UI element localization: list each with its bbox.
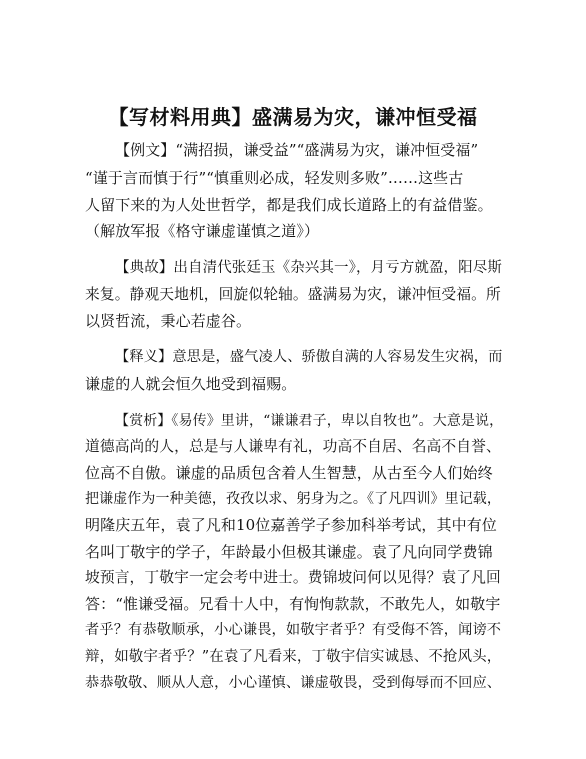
paragraph-line: 恭恭敬敬、顺从人意，小心谨慎、谦虚敬畏，受到侮辱而不回应、 xyxy=(85,675,502,691)
paragraph-line: 者乎？有恭敬顺承，小心谦畏，如敬宇者乎？有受侮不答，闻谤不 xyxy=(85,622,502,638)
paragraph-line: 【例文】“满招损，谦受益”“盛满易为灾，谦冲恒受福” xyxy=(115,141,479,159)
paragraph-line: 把谦虚作为一种美德，孜孜以求、躬身为之。《了凡四训》里记载， xyxy=(85,491,501,507)
paragraph-line: 答：“惟谦受福。兄看十人中，有恂恂款款，不敢先人，如敬宇 xyxy=(85,595,501,613)
document-title: 【写材料用典】盛满易为灾，谦冲恒受福 xyxy=(108,105,478,129)
paragraph-line: 【赏析】《易传》里讲，“谦谦君子，卑以自牧也”。大意是说， xyxy=(115,413,504,429)
paragraph-line: 明隆庆五年，袁了凡和10位嘉善学子参加科举考试，其中有位 xyxy=(85,516,497,534)
paragraph-line: 名叫丁敬宇的学子，年龄最小但极其谦虚。袁了凡向同学费锦 xyxy=(85,543,493,561)
paragraph-line: 来复。静观天地机，回旋似轮轴。盛满易为灾，谦冲恒受福。所 xyxy=(85,286,501,303)
paragraph-line: 谦虚的人就会恒久地受到福赐。 xyxy=(85,375,297,393)
paragraph-line: 坡预言，丁敬宇一定会考中进士。费锦坡问何以见得？袁了凡回 xyxy=(85,569,501,586)
paragraph-line: （解放军报《格守谦虚谨慎之道》） xyxy=(85,222,320,240)
paragraph-line: “谨于言而慎于行”“慎重则必成，轻发则多败”……这些古 xyxy=(85,169,464,187)
paragraph-line: 道德高尚的人，总是与人谦卑有礼，功高不自居、名高不自誉、 xyxy=(85,438,501,455)
paragraph-line: 以贤哲流，秉心若虚谷。 xyxy=(85,312,252,330)
paragraph-line: 人留下来的为人处世哲学，都是我们成长道路上的有益借鉴。 xyxy=(85,196,493,214)
paragraph-line: 位高不自傲。谦虚的品质包含着人生智慧，从古至今人们始终 xyxy=(85,464,493,482)
paragraph-line: 【释义】意思是，盛气凌人、骄傲自满的人容易发生灾祸，而 xyxy=(115,349,503,365)
paragraph-line: 辩，如敬宇者乎？”在袁了凡看来，丁敬宇信实诚恳、不抢风头， xyxy=(85,649,502,665)
paragraph-line: 【典故】出自清代张廷玉《杂兴其一》，月亏方就盈，阳尽斯 xyxy=(115,260,502,276)
